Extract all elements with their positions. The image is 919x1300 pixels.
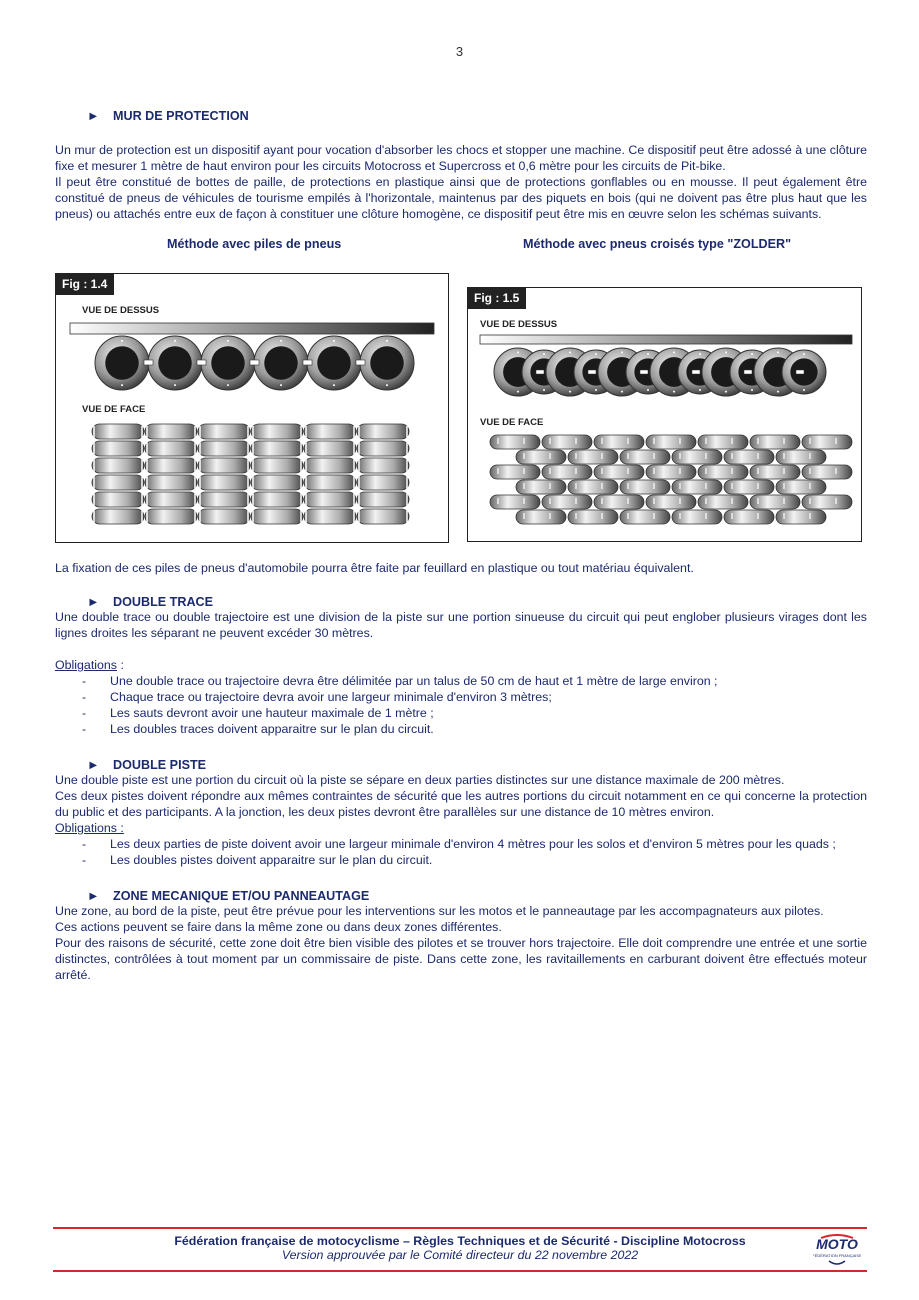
footer-version: Version approuvée par le Comité directeur du 22 novembre 2022 <box>281 1248 639 1262</box>
tire-front-view <box>198 475 250 490</box>
list-item-text: Les doubles pistes doivent apparaitre sur le plan du circuit. <box>110 853 433 867</box>
tire-front-view <box>357 475 409 490</box>
fence-bar <box>480 335 852 344</box>
tire-link <box>250 360 259 365</box>
tire-front-view <box>357 458 409 473</box>
tire-front-view <box>145 475 197 490</box>
obligations-label: Obligations <box>55 658 117 672</box>
tire-marker <box>777 391 779 393</box>
tire-marker <box>121 340 123 342</box>
tire-front-view <box>357 509 409 524</box>
section-heading: MUR DE PROTECTION <box>113 109 249 123</box>
page-number: 3 <box>455 44 464 59</box>
tire-hole <box>105 346 138 379</box>
fixation-paragraph <box>55 560 867 576</box>
obligations-line <box>55 820 867 836</box>
tire-link <box>536 370 544 374</box>
footer-title: Fédération française de motocyclisme – Règles Techniques et de Sécurité - Discipline Motocross <box>174 1234 746 1248</box>
front-view-label: VUE DE FACE <box>82 404 146 415</box>
tire-front-view <box>92 458 144 473</box>
tire-marker <box>803 389 805 391</box>
section-double-trace <box>55 595 867 737</box>
list-item: - Les doubles pistes doivent apparaitre sur le plan du circuit. <box>82 853 433 867</box>
obligations-line <box>55 657 867 673</box>
list-item: - Les deux parties de piste doivent avoir une largeur minimale d'environ 4 mètres pour les solos et d'environ 5 mètres pour les quads ; <box>82 837 836 851</box>
tire-hole <box>158 346 191 379</box>
tire-marker <box>595 389 597 391</box>
logo-subtext: FÉDÉRATION FRANÇAISE <box>813 1253 861 1258</box>
tire-link <box>692 370 700 374</box>
tire-front-view <box>145 492 197 507</box>
figure-label: Fig : 1.5 <box>468 288 526 309</box>
tire-marker <box>751 389 753 391</box>
fence-bar <box>70 323 434 334</box>
tire-link <box>356 360 365 365</box>
tire-front-view <box>304 509 356 524</box>
tire-marker <box>280 340 282 342</box>
list-item-text: Les sauts devront avoir une hauteur maximale de 1 mètre ; <box>110 706 434 720</box>
tire-marker <box>569 391 571 393</box>
top-view-label: VUE DE DESSUS <box>82 305 160 316</box>
tire-link <box>796 370 804 374</box>
tire-link <box>197 360 206 365</box>
logo-text: MOTO <box>816 1236 858 1252</box>
figure-label: Fig : 1.4 <box>56 274 114 295</box>
tire-marker <box>699 353 701 355</box>
list-item: - Les sauts devront avoir une hauteur maximale de 1 mètre ; <box>82 706 434 720</box>
tire-link <box>303 360 312 365</box>
tire-marker <box>725 391 727 393</box>
section-heading: DOUBLE PISTE <box>113 758 207 772</box>
tire-marker <box>647 389 649 391</box>
figure-left-title: Méthode avec piles de pneus <box>167 237 342 251</box>
section-zone <box>55 889 867 983</box>
bullet-arrow-icon: ► <box>87 889 100 903</box>
tire-front-view <box>92 492 144 507</box>
tire-marker <box>595 353 597 355</box>
tire-marker <box>569 351 571 353</box>
tire-front-view <box>145 424 197 439</box>
tire-front-view <box>304 475 356 490</box>
tire-marker <box>517 351 519 353</box>
list-item: - Chaque trace ou trajectoire devra avoir une largeur minimale d'environ 3 mètres; <box>82 690 552 704</box>
tire-marker <box>543 389 545 391</box>
tire-front-view <box>304 424 356 439</box>
tire-front-view <box>145 509 197 524</box>
tire-front-view <box>198 424 250 439</box>
tire-front-view <box>251 424 303 439</box>
tire-front-view <box>357 441 409 456</box>
footer-top-rule <box>53 1227 867 1229</box>
footer-bottom-rule <box>53 1270 867 1272</box>
tire-marker <box>517 391 519 393</box>
obligations-list <box>55 836 867 868</box>
paragraph: Ces actions peuvent se faire dans la même zone ou dans deux zones différentes. <box>55 920 502 934</box>
tire-hole <box>211 346 244 379</box>
tire-marker <box>227 340 229 342</box>
section-heading: DOUBLE TRACE <box>113 595 214 609</box>
paragraph: Une double trace ou double trajectoire est une division de la piste sur une portion sinueuse du circuit qui peut englober plusieurs virages dont les lignes droites les séparant ne peuvent excéder 30 mètres. <box>55 610 867 640</box>
tire-front-view <box>198 492 250 507</box>
tire-marker <box>673 391 675 393</box>
list-item-text: Les deux parties de piste doivent avoir une largeur minimale d'environ 4 mètres pour les solos et d'environ 5 mètres pour les quads ; <box>110 837 836 851</box>
section-mur-body <box>55 142 867 222</box>
list-item-text: Une double trace ou trajectoire devra être délimitée par un talus de 50 cm de haut et 1 mètre de large environ ; <box>110 674 718 688</box>
tire-front-view <box>251 458 303 473</box>
tire-link <box>744 370 752 374</box>
paragraph: Pour des raisons de sécurité, cette zone doit être bien visible des pilotes et se trouver hors trajectoire. Elle doit comprendre une entrée et une sortie distinctes, contrôlées à tout moment par un commissaire de piste. Dans cette zone, les ravitaillements en carburant doivent être effectués moteur arrêté. <box>55 936 867 982</box>
tire-front-view <box>145 458 197 473</box>
tire-front-view <box>198 441 250 456</box>
ffm-logo <box>813 1234 861 1268</box>
bullet-arrow-icon: ► <box>87 595 100 609</box>
tire-marker <box>386 340 388 342</box>
tire-marker <box>621 391 623 393</box>
tire-front-view <box>198 458 250 473</box>
tire-marker <box>121 384 123 386</box>
tire-front-view <box>304 441 356 456</box>
tire-front-view <box>92 424 144 439</box>
tire-marker <box>174 340 176 342</box>
tire-link <box>588 370 596 374</box>
section-heading: ZONE MECANIQUE ET/OU PANNEAUTAGE <box>113 889 370 903</box>
bullet-arrow-icon: ► <box>87 109 100 123</box>
tire-marker <box>699 389 701 391</box>
obligations-colon: : <box>117 658 124 672</box>
paragraph: Ces deux pistes doivent répondre aux mêmes contraintes de sécurité que les autres portions du circuit notamment en ce qui concerne la protection du public et des participants. A la jonction, les deux pistes devront être parallèles sur une distance de 10 mètres environ. <box>55 789 867 819</box>
tire-front-view <box>304 492 356 507</box>
tire-marker <box>543 353 545 355</box>
tire-front-view <box>92 475 144 490</box>
tire-front-view <box>357 492 409 507</box>
list-item: - Une double trace ou trajectoire devra être délimitée par un talus de 50 cm de haut et 1 mètre de large environ ; <box>82 674 718 688</box>
front-view-label: VUE DE FACE <box>480 417 544 428</box>
tire-marker <box>777 351 779 353</box>
tire-marker <box>647 353 649 355</box>
tire-marker <box>673 351 675 353</box>
list-item-text: Chaque trace ou trajectoire devra avoir une largeur minimale d'environ 3 mètres; <box>110 690 552 704</box>
tire-front-view <box>251 475 303 490</box>
tire-marker <box>280 384 282 386</box>
tire-link <box>640 370 648 374</box>
section-double-piste <box>55 758 867 868</box>
tire-marker <box>751 353 753 355</box>
tire-front-view <box>92 509 144 524</box>
figure-1-4 <box>55 273 449 543</box>
tire-front-view <box>357 424 409 439</box>
section-mur-heading <box>55 109 867 123</box>
tire-front-view <box>251 509 303 524</box>
tire-front-view <box>304 458 356 473</box>
tire-marker <box>227 384 229 386</box>
zolder-tire-diagram <box>468 288 861 541</box>
tire-marker <box>803 353 805 355</box>
obligations-label: Obligations : <box>55 821 124 835</box>
tire-front-view <box>251 492 303 507</box>
figure-1-5 <box>467 287 862 542</box>
tire-front-view <box>198 509 250 524</box>
tire-hole <box>317 346 350 379</box>
tire-marker <box>725 351 727 353</box>
footer <box>53 1234 867 1262</box>
tire-marker <box>621 351 623 353</box>
bullet-arrow-icon: ► <box>87 758 100 772</box>
list-item: - Les doubles traces doivent apparaitre sur le plan du circuit. <box>82 722 434 736</box>
list-item-text: Les doubles traces doivent apparaitre sur le plan du circuit. <box>110 722 434 736</box>
paragraph: Un mur de protection est un dispositif ayant pour vocation d'absorber les chocs et stopper une machine. Ce dispositif peut être adossé à une clôture fixe et mesurer 1 mètre de haut environ pour les circuits Motocross et Supercross et 0,6 mètre pour les circuits de Pit-bike. <box>55 143 867 173</box>
tire-marker <box>333 384 335 386</box>
obligations-list <box>55 673 867 737</box>
figure-right-title: Méthode avec pneus croisés type "ZOLDER" <box>523 237 792 251</box>
tire-marker <box>333 340 335 342</box>
tire-front-view <box>251 441 303 456</box>
paragraph: Une zone, au bord de la piste, peut être prévue pour les interventions sur les motos et le panneautage par les accompagnateurs aux pilotes. <box>55 904 824 918</box>
paragraph: La fixation de ces piles de pneus d'automobile pourra être faite par feuillard en plastique ou tout matériau équivalent. <box>55 561 694 575</box>
tire-stack-diagram <box>56 274 448 542</box>
paragraph: Une double piste est une portion du circuit où la piste se sépare en deux parties distinctes sur une distance maximale de 200 mètres. <box>55 773 785 787</box>
tire-hole <box>264 346 297 379</box>
top-view-label: VUE DE DESSUS <box>480 319 558 330</box>
tire-marker <box>386 384 388 386</box>
tire-marker <box>174 384 176 386</box>
tire-hole <box>370 346 403 379</box>
tire-front-view <box>92 441 144 456</box>
paragraph: Il peut être constitué de bottes de paille, de protections en plastique ainsi que de protections gonflables ou en mousse. Il peut également être constitué de pneus de véhicules de tourisme empilés à l'horizontale, maintenus par des piquets en bois (qui ne doivent pas être plus haut que les pneus) ou attachés entre eux de façon à constituer une clôture homogène, ce dispositif peut être mis en œuvre selon les schémas suivants. <box>55 175 867 221</box>
tire-link <box>144 360 153 365</box>
tire-front-view <box>145 441 197 456</box>
